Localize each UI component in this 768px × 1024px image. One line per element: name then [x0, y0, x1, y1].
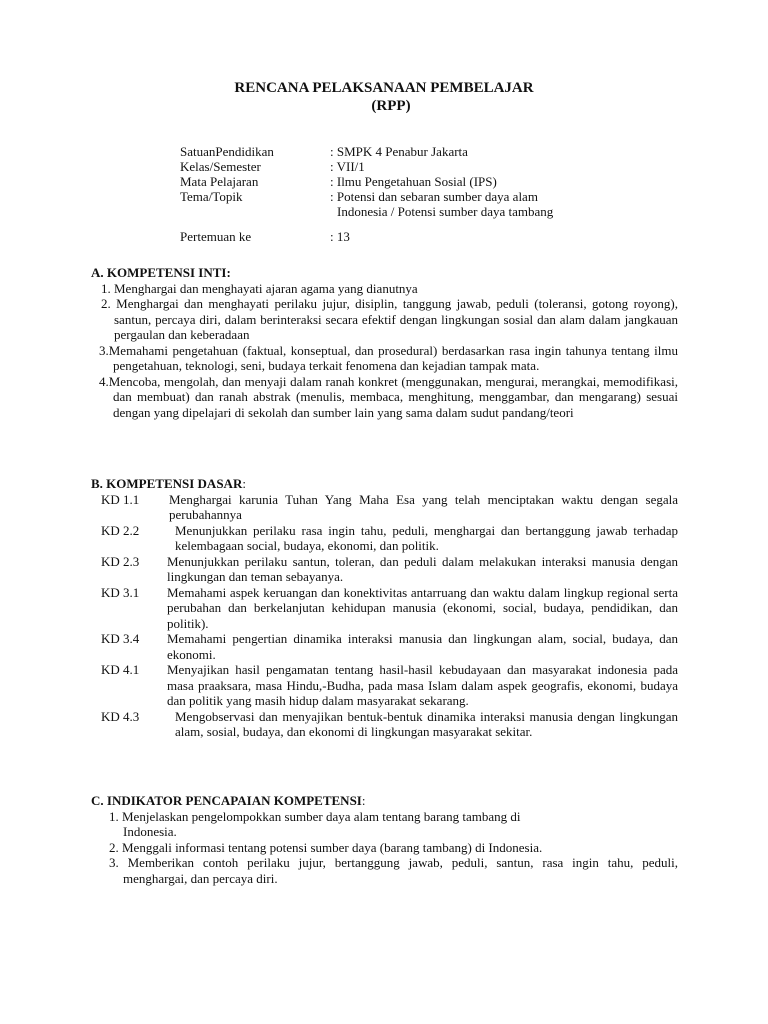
meta-row: SatuanPendidikan : SMPK 4 Penabur Jakarta — [180, 144, 468, 159]
list-item: KD 4.3 Mengobservasi dan menyajikan bentuk-bentuk dinamika interaksi manusia dengan lingkungan alam, sosial, budaya, dan ekonomi di lingkungan masyarakat sekitar. — [101, 708, 678, 739]
list-item: 1. Menghargai dan menghayati ajaran agama yang dianutnya — [101, 280, 418, 296]
list-item: 4.Mencoba, mengolah, dan menyaji dalam ranah konkret (menggunakan, mengurai, merangkai, memodifikasi, dan membuat) dan ranah abstrak (menulis, membaca, menghitung, menggambar, dan mengarang) sesuai dengan yang dipelajari di sekolah dan sumber lain yang sama dalam sudut pandang/teori — [99, 373, 678, 420]
list-item: KD 1.1 Menghargai karunia Tuhan Yang Maha Esa yang telah menciptakan waktu dengan segala perubahannya — [101, 491, 678, 522]
section-heading: C. INDIKATOR PENCAPAIAN KOMPETENSI: — [91, 793, 366, 808]
list-item: KD 3.1 Memahami aspek keruangan dan konektivitas antarruang dan waktu dalam lingkup regional serta perubahan dan berkelanjutan kehidupan manusia (ekonomi, social, budaya, pendidikan, dan politik). — [101, 584, 678, 631]
document-subtitle: (RPP) — [371, 98, 411, 114]
meta-row: Kelas/Semester : VII/1 — [180, 159, 365, 174]
list-item: KD 4.1 Menyajikan hasil pengamatan tentang hasil-hasil kebudayaan dan masyarakat indonesia pada masa praaksara, masa Hindu,-Budha, pada masa Islam dalam aspek geografis, ekonomi, budaya dan politik yang masih hidup dalam masyarakat sekarang. — [101, 662, 678, 708]
section-heading: A. KOMPETENSI INTI: — [91, 265, 231, 280]
list-item: KD 3.4 Memahami pengertian dinamika interaksi manusia dan lingkungan alam, social, budaya, dan ekonomi. — [101, 631, 678, 662]
meta-row: Pertemuan ke : 13 — [180, 229, 350, 244]
list-item: KD 2.2 Menunjukkan perilaku rasa ingin tahu, peduli, menghargai dan bertanggung jawab terhadap kelembagaan social, budaya, ekonomi, dan politik. — [101, 522, 678, 553]
section-kompetensi-dasar — [91, 476, 678, 740]
identity-table — [180, 144, 553, 244]
list-item: KD 2.3 Menunjukkan perilaku santun, toleran, dan peduli dalam melakukan interaksi manusia dengan lingkungan dan teman sebayanya. — [101, 553, 678, 584]
list-item: 2. Menghargai dan menghayati perilaku jujur, disiplin, tanggung jawab, peduli (toleransi, gotong royong), santun, percaya diri, dalam berinteraksi secara efektif dengan lingkungan sosial dan alam dalam jangkauan pergaulan dan keberadaan — [101, 296, 678, 342]
section-indikator — [91, 793, 678, 886]
meta-row: Tema/Topik : Potensi dan sebaran sumber daya alam Indonesia / Potensi sumber daya tambang — [180, 189, 554, 219]
section-kompetensi-inti — [91, 265, 678, 420]
document-title: RENCANA PELAKSANAAN PEMBELAJAR — [234, 80, 534, 96]
meta-row: Mata Pelajaran : Ilmu Pengetahuan Sosial (IPS) — [180, 174, 497, 189]
section-heading: B. KOMPETENSI DASAR: — [91, 476, 246, 491]
list-item: 3. Memberikan contoh perilaku jujur, bertanggung jawab, peduli, santun, rasa ingin tahu, peduli, menghargai, dan percaya diri. — [109, 855, 678, 886]
list-item: 1. Menjelaskan pengelompokkan sumber daya alam tentang barang tambang di Indonesia. — [109, 808, 521, 839]
list-item: 3.Memahami pengetahuan (faktual, konseptual, dan prosedural) berdasarkan rasa ingin tahunya tentang ilmu pengetahuan, teknologi, seni, budaya terkait fenomena dan kejadian tampak mata. — [99, 342, 678, 373]
list-item: 2. Menggali informasi tentang potensi sumber daya (barang tambang) di Indonesia. — [109, 839, 543, 855]
